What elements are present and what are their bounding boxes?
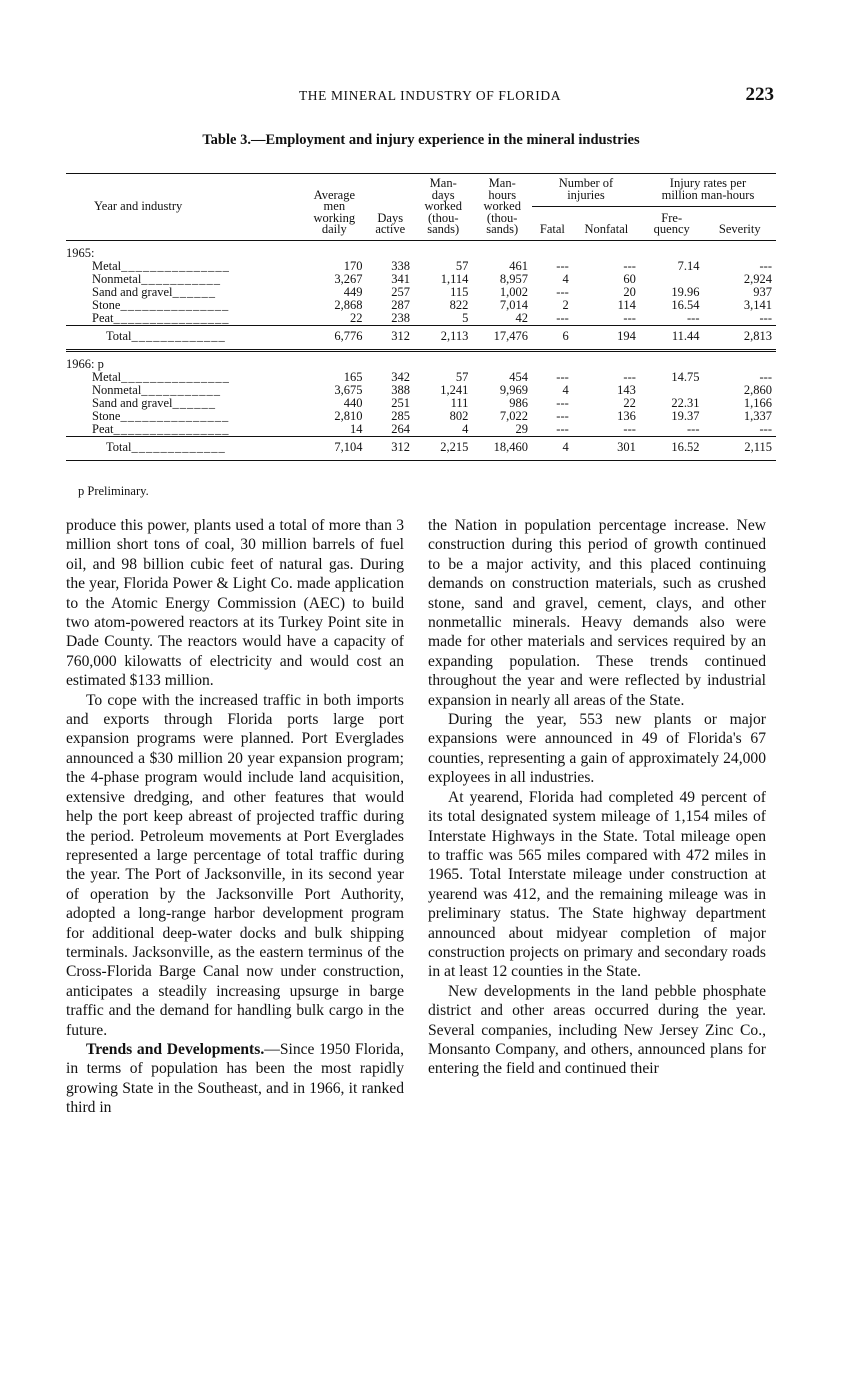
cell-men: 3,267 (334, 271, 363, 286)
total-row (66, 436, 776, 460)
paragraph: New developments in the land pebble phosphate district and other areas occurred during the year. Several companies, including New Jersey Zinc Co., Monsanto Company, and others, announced plans for entering the field and continued their (428, 982, 766, 1078)
cell-fatal: --- (556, 369, 569, 384)
cell-fatal: --- (556, 395, 569, 410)
cell-men: 170 (343, 258, 363, 273)
cell-freq: 11.44 (640, 325, 704, 350)
paragraph: produce this power, plants used a total of more than 3 million short tons of coal, 30 million barrels of fuel oil, and 98 billion cubic feet of natural gas. During the year, Florida Power & Light Co. made application to the Atomic Energy Commission (AEC) to build two atom-powered reactors at its Turkey Point site in Dade County. The reactors would have a capacity of 760,000 kilowatts of electricity and would cost an estimated $133 million. (66, 517, 404, 690)
col-header-severity: Severity (704, 207, 777, 240)
industry-name: Total (106, 328, 132, 343)
cell-men: 165 (343, 369, 363, 384)
cell-mandays: 1,114 (440, 271, 469, 286)
cell-sev: 3,141 (743, 297, 772, 312)
section-heading: Trends and Developments. (86, 1040, 265, 1058)
cell-sev: 2,115 (704, 436, 777, 460)
cell-manhours: 454 (509, 369, 528, 384)
cell-sev: 1,166 (743, 395, 772, 410)
industry-name: Peat (92, 421, 114, 436)
left-column (66, 516, 404, 1118)
cell-sev: --- (759, 421, 772, 436)
cell-men: 6,776 (302, 325, 366, 350)
leader-dots: _______________ (121, 258, 230, 273)
cell-sev: 937 (753, 284, 772, 299)
cell-days: 287 (391, 297, 411, 312)
cell-mandays: 57 (455, 258, 469, 273)
cell-days: 312 (366, 436, 414, 460)
cell-men: 22 (349, 310, 363, 325)
col-header-year-industry: Year and industry (66, 174, 302, 241)
paragraph: To cope with the increased traffic in both imports and exports through Florida ports large port expansion programs were planned. Port Everglades announced a $30 million 20 year expansion program; the 4-phase program would include land acquisition, extensive dredging, and other features that would help the port keep abreast of projected traffic during the period. Petroleum movements at Port Everglades represented a large percentage of total traffic during the year. The Port of Jacksonville, in its second year of operation by the Jacksonville Port Authority, adopted a long-range harbor development program for additional deep-water docks and bulk shipping terminals. Jacksonville, as the eastern terminus of the Cross-Florida Barge Canal now under construction, anticipates a steadily increasing upsurge in barge traffic and the demand for handling bulk cargo in the future. (66, 691, 404, 1039)
leader-dots: ________________ (113, 421, 230, 436)
leader-dots: ______ (172, 395, 217, 410)
cell-days: 341 (391, 271, 411, 286)
col-header-frequency: Fre- quency (640, 207, 704, 240)
industry-name: Sand and gravel (92, 395, 173, 410)
col-header-man-days: Man- days worked (thou- sands) (414, 174, 472, 241)
cell-freq: 22.31 (671, 395, 700, 410)
cell-manhours: 7,022 (499, 408, 528, 423)
cell-nonfatal: --- (623, 369, 636, 384)
table-row (66, 423, 776, 437)
cell-days: 285 (391, 408, 411, 423)
industry-name: Metal (92, 258, 122, 273)
cell-sev: 2,813 (704, 325, 777, 350)
cell-manhours: 7,014 (499, 297, 528, 312)
cell-men: 2,810 (334, 408, 363, 423)
cell-fatal: 2 (562, 297, 569, 312)
industry-name: Peat (92, 310, 114, 325)
cell-fatal: --- (556, 310, 569, 325)
table-body (66, 240, 776, 460)
leader-dots: _____________ (131, 439, 226, 454)
cell-fatal: --- (556, 258, 569, 273)
cell-mandays: 111 (450, 395, 469, 410)
paragraph: At yearend, Florida had completed 49 percent of its total designated system mileage of 1,154 miles of Interstate Highways in the State. Total mileage open to traffic was 565 miles compared with 472 miles in 1965. Total Interstate mileage under construction at yearend was 412, and the remaining mileage was in preliminary status. The State highway department announced about midyear completion of major construction projects on primary and secondary roads in at least 12 counties in the State. (428, 788, 766, 981)
cell-freq: --- (687, 310, 700, 325)
cell-nonfatal: --- (623, 421, 636, 436)
leader-dots: ________________ (113, 310, 230, 325)
cell-fatal: --- (556, 284, 569, 299)
col-header-avg-men: Average men working daily (302, 174, 366, 241)
col-header-num-injuries: Number of injuries (558, 176, 614, 202)
cell-days: 251 (391, 395, 411, 410)
paragraph (66, 1040, 404, 1118)
cell-sev: --- (759, 369, 772, 384)
paragraph-text: —Since 1950 Florida, in terms of population has been the most rapidly growing State in the Southeast, and in 1966, it ranked third in (66, 1040, 404, 1117)
cell-sev: 2,860 (743, 382, 772, 397)
cell-men: 440 (343, 395, 363, 410)
industry-name: Nonmetal (92, 271, 142, 286)
cell-nonfatal: 136 (617, 408, 636, 423)
cell-manhours: 1,002 (499, 284, 528, 299)
cell-freq: 19.37 (671, 408, 700, 423)
industry-name: Nonmetal (92, 382, 142, 397)
cell-freq: --- (687, 421, 700, 436)
cell-sev: 2,924 (743, 271, 772, 286)
cell-men: 7,104 (302, 436, 366, 460)
cell-freq: 16.54 (671, 297, 700, 312)
year-label: 1966: p (66, 356, 104, 371)
year-row (66, 350, 776, 371)
cell-days: 342 (391, 369, 411, 384)
leader-dots: _______________ (121, 369, 230, 384)
cell-nonfatal: 301 (573, 436, 640, 460)
cell-nonfatal: --- (623, 258, 636, 273)
cell-mandays: 2,113 (414, 325, 472, 350)
cell-freq: 14.75 (671, 369, 700, 384)
table-row (66, 312, 776, 326)
cell-mandays: 2,215 (414, 436, 472, 460)
industry-name: Stone (92, 297, 121, 312)
cell-mandays: 1,241 (440, 382, 469, 397)
cell-mandays: 802 (449, 408, 469, 423)
cell-nonfatal: 114 (617, 297, 636, 312)
total-label (66, 436, 302, 460)
cell-manhours: 18,460 (472, 436, 532, 460)
col-header-injury-rates: Injury rates per million man-hours (661, 176, 755, 202)
cell-days: 264 (391, 421, 411, 436)
leader-dots: ___________ (141, 382, 222, 397)
cell-days: 312 (366, 325, 414, 350)
table-title: Table 3.—Employment and injury experience in the mineral industries (202, 132, 640, 148)
cell-nonfatal: 20 (623, 284, 636, 299)
col-header-nonfatal: Nonfatal (573, 207, 640, 240)
cell-nonfatal: 60 (623, 271, 636, 286)
industry-label (66, 423, 302, 437)
cell-nonfatal: 143 (617, 382, 636, 397)
cell-mandays: 4 (462, 421, 469, 436)
cell-mandays: 115 (450, 284, 469, 299)
cell-days: 257 (391, 284, 411, 299)
cell-men: 3,675 (334, 382, 363, 397)
cell-sev: --- (759, 258, 772, 273)
running-title: THE MINERAL INDUSTRY OF FLORIDA (298, 88, 562, 103)
cell-manhours: 8,957 (499, 271, 528, 286)
industry-name: Stone (92, 408, 121, 423)
cell-days: 338 (391, 258, 411, 273)
industry-name: Sand and gravel (92, 284, 173, 299)
cell-nonfatal: --- (623, 310, 636, 325)
running-head (0, 84, 860, 112)
cell-men: 14 (349, 421, 363, 436)
cell-fatal: 6 (532, 325, 573, 350)
cell-mandays: 57 (455, 369, 469, 384)
right-column (428, 516, 766, 1079)
leader-dots: _______________ (120, 408, 230, 423)
cell-sev: 1,337 (743, 408, 772, 423)
cell-sev: --- (759, 310, 772, 325)
paragraph: During the year, 553 new plants or major expansions were announced in 49 of Florida's 67 counties, representing a gain of approximately 24,000 exployees in all industries. (428, 711, 766, 787)
col-header-fatal: Fatal (532, 207, 573, 240)
leader-dots: ______ (172, 284, 217, 299)
cell-men: 449 (343, 284, 363, 299)
total-row (66, 325, 776, 350)
cell-manhours: 9,969 (499, 382, 528, 397)
cell-mandays: 5 (462, 310, 469, 325)
table-footnote: p Preliminary. (78, 484, 149, 498)
cell-fatal: --- (556, 408, 569, 423)
cell-nonfatal: 22 (623, 395, 636, 410)
cell-manhours: 461 (509, 258, 528, 273)
col-header-days-active: Days active (366, 174, 414, 241)
cell-manhours: 17,476 (472, 325, 532, 350)
year-label: 1965: (66, 245, 95, 260)
cell-fatal: 4 (562, 271, 569, 286)
cell-freq (640, 384, 704, 397)
col-header-man-hours: Man- hours worked (thou- sands) (472, 174, 532, 241)
cell-nonfatal: 194 (573, 325, 640, 350)
industry-name: Metal (92, 369, 122, 384)
cell-freq (640, 273, 704, 286)
cell-manhours: 986 (509, 395, 528, 410)
cell-fatal: 4 (532, 436, 573, 460)
cell-freq: 16.52 (640, 436, 704, 460)
cell-freq: 7.14 (677, 258, 700, 273)
industry-label (66, 312, 302, 326)
employment-table (66, 173, 776, 461)
cell-mandays: 822 (449, 297, 469, 312)
paragraph: the Nation in population percentage increase. New construction during this period of growth continued to be a major activity, and this placed continuing demands on construction materials, such as crushed stone, sand and gravel, cement, clays, and other nonmetallic minerals. Heavy demands also were made for other materials and services required by an expanding population. These trends continued throughout the year and were reflected by industrial expansion in nearly all areas of the State. (428, 517, 766, 709)
cell-freq: 19.96 (671, 284, 700, 299)
cell-manhours: 42 (515, 310, 528, 325)
cell-fatal: 4 (562, 382, 569, 397)
total-label (66, 325, 302, 350)
year-row (66, 240, 776, 260)
leader-dots: _____________ (131, 328, 226, 343)
page-number: 223 (745, 84, 774, 105)
cell-men: 2,868 (334, 297, 363, 312)
leader-dots: ___________ (141, 271, 222, 286)
leader-dots: _______________ (120, 297, 230, 312)
cell-manhours: 29 (515, 421, 528, 436)
cell-fatal: --- (556, 421, 569, 436)
cell-days: 388 (391, 382, 411, 397)
industry-name: Total (106, 439, 132, 454)
cell-days: 238 (391, 310, 411, 325)
